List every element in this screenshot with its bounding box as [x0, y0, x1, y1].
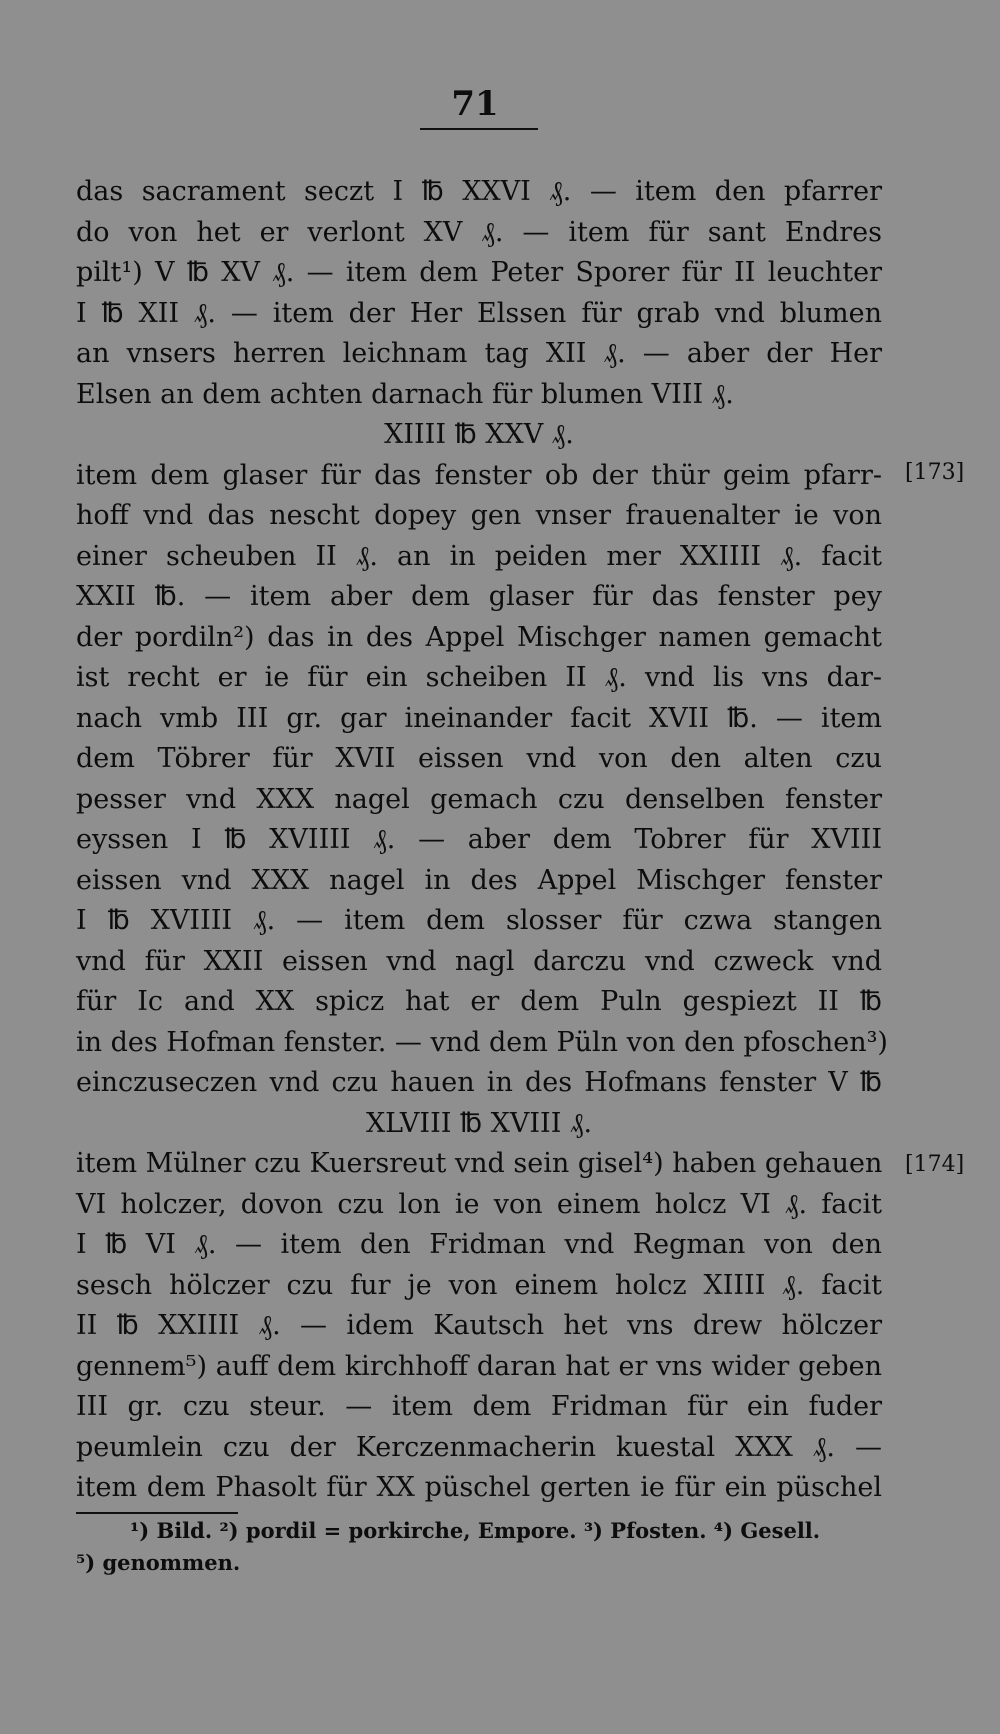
text-line: ist recht er ie für ein scheiben II ₰. vnd lis vns dar-	[76, 662, 882, 693]
text-line: I ℔ XVIIII ₰. — item dem slosser für czwa stangen	[76, 905, 882, 936]
text-line: einczuseczen vnd czu hauen in des Hofmans fenster V ℔	[76, 1067, 882, 1098]
text-line: item Mülner czu Kuersreut vnd sein gisel⁴) haben gehauen	[76, 1148, 883, 1179]
text-line: I ℔ XII ₰. — item der Her Elssen für grab vnd blumen	[76, 297, 882, 329]
text-line: do von het er verlont XV ₰. — item für sant Endres	[76, 216, 882, 248]
text-line: pilt¹) V ℔ XV ₰. — item dem Peter Sporer für II leuchter	[76, 257, 882, 288]
text-line: einer scheuben II ₰. an in peiden mer XXIIII ₰. facit	[76, 540, 882, 572]
text-line: in des Hofman fenster. — vnd dem Püln von den pfoschen³)	[76, 1026, 888, 1058]
text-line: II ℔ XXIIII ₰. — idem Kautsch het vns drew hölczer	[76, 1310, 882, 1341]
page-number-rule	[420, 128, 538, 130]
text-line: eyssen I ℔ XVIIII ₰. — aber dem Tobrer für XVIII	[76, 824, 882, 855]
text-line: vnd für XXII eissen vnd nagl darczu vnd czweck vnd	[76, 945, 882, 977]
text-line: Elsen an dem achten darnach für blumen VIII ₰.	[76, 378, 734, 410]
subtotal-line: XLVIII ℔ XVIII ₰.	[365, 1107, 593, 1139]
footnote-line: ¹) Bild. ²) pordil = porkirche, Empore. ³) Pfosten. ⁴) Gesell.	[130, 1518, 821, 1543]
text-line: hoff vnd das nescht dopey gen vnser frauenalter ie von	[76, 500, 882, 531]
text-line: peumlein czu der Kerczenmacherin kuestal XXX ₰. —	[76, 1431, 882, 1463]
text-line: eissen vnd XXX nagel in des Appel Mischger fenster	[76, 864, 882, 896]
text-line: an vnsers herren leichnam tag XII ₰. — aber der Her	[76, 338, 882, 369]
text-line: für Ic and XX spicz hat er dem Puln gespiezt II ℔	[76, 986, 882, 1017]
margin-note-173: [173]	[905, 460, 965, 485]
text-line: I ℔ VI ₰. — item den Fridman vnd Regman von den	[76, 1229, 882, 1260]
footnote-line: ⁵) genommen.	[76, 1550, 241, 1575]
footnotes	[76, 1515, 896, 1579]
page-number: 71	[451, 84, 499, 124]
text-line: dem Töbrer für XVII eissen vnd von den alten czu	[76, 743, 882, 774]
subtotal-line: XIIII ℔ XXV ₰.	[384, 419, 574, 450]
text-line: XXII ℔. — item aber dem glaser für das fenster pey	[76, 581, 882, 612]
text-line: III gr. czu steur. — item dem Fridman für ein fuder	[76, 1391, 882, 1422]
text-line: nach vmb III gr. gar ineinander facit XVII ℔. — item	[76, 702, 882, 734]
body-text	[76, 172, 888, 1509]
text-line: pesser vnd XXX nagel gemach czu denselben fenster	[76, 783, 882, 815]
text-line: das sacrament seczt I ℔ XXVI ₰. — item den pfarrer	[76, 176, 882, 207]
text-line: item dem glaser für das fenster ob der thür geim pfarr-	[76, 459, 882, 491]
text-line: sesch hölczer czu fur je von einem holcz XIIII ₰. facit	[76, 1269, 882, 1301]
text-line: item dem Phasolt für XX püschel gerten ie für ein püschel	[76, 1472, 882, 1503]
text-line: der pordiln²) das in des Appel Mischger namen gemacht	[76, 621, 882, 653]
margin-note-174: [174]	[905, 1152, 965, 1177]
text-line: VI holczer, dovon czu lon ie von einem holcz VI ₰. facit	[76, 1188, 882, 1220]
footnote-rule	[76, 1512, 238, 1514]
text-line: gennem⁵) auff dem kirchhoff daran hat er vns wider geben	[76, 1350, 882, 1382]
